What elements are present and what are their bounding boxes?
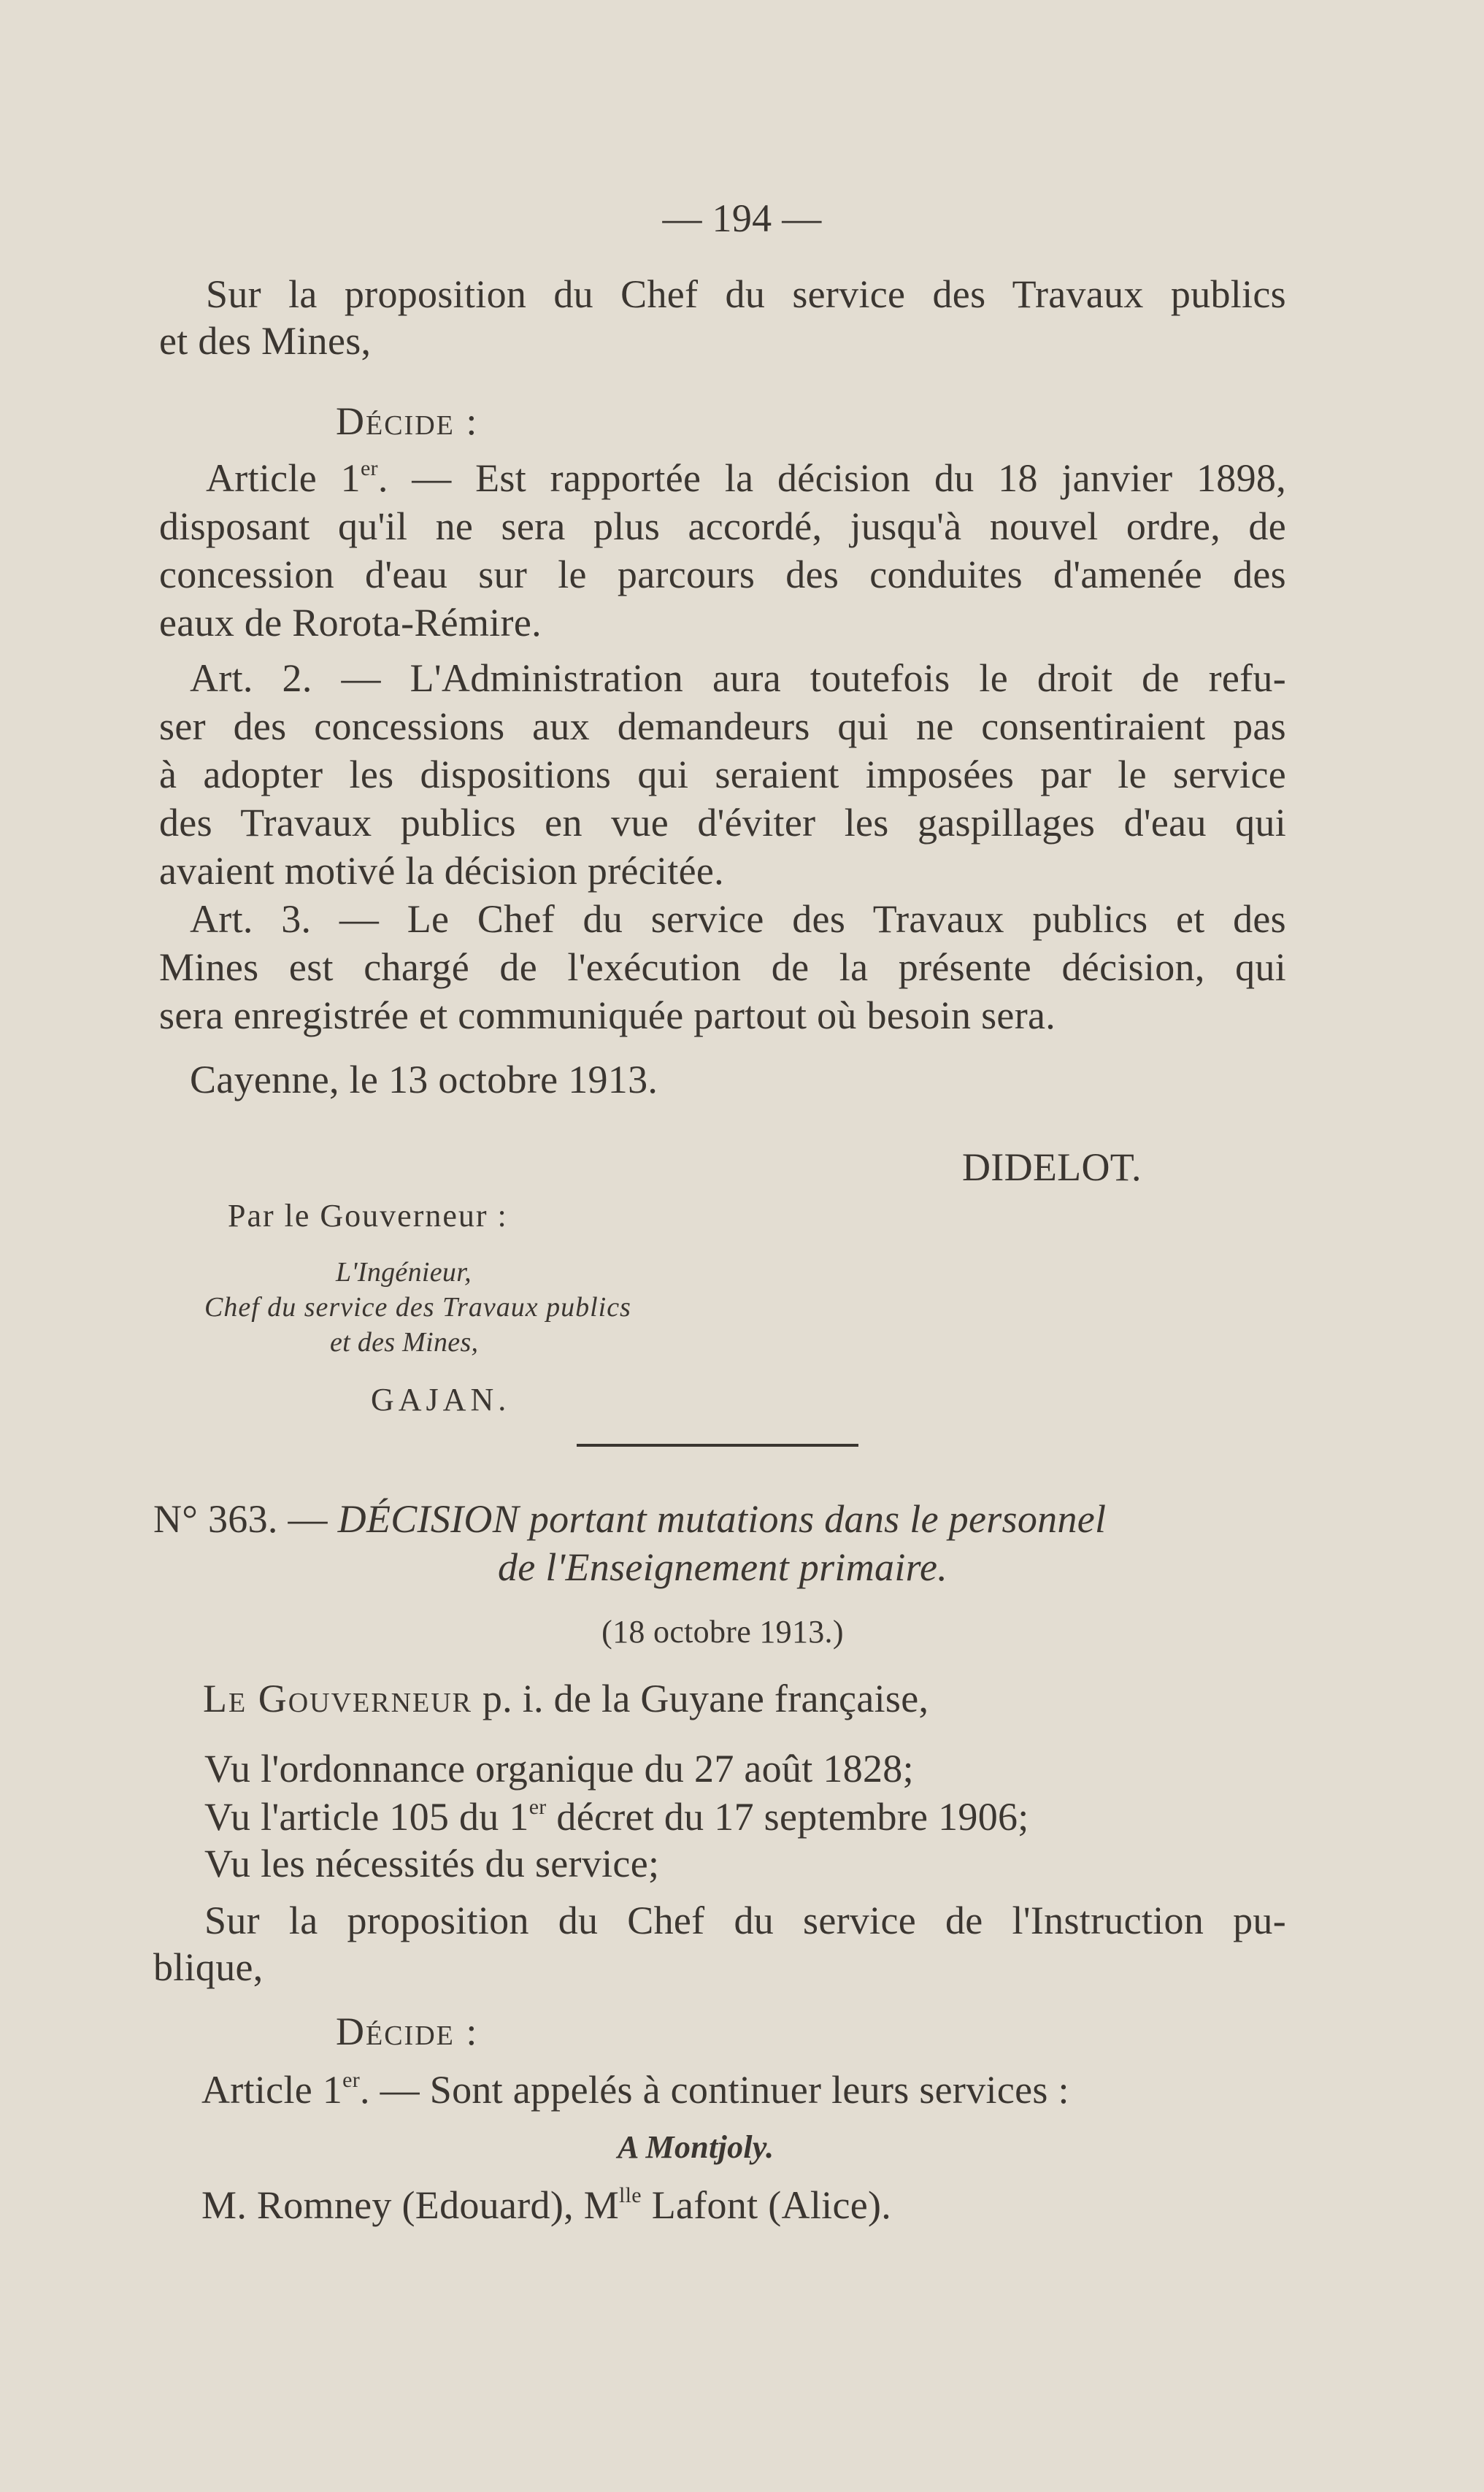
intro-line: Sur la proposition du Chef du service des Travaux publics [206, 272, 1286, 316]
decision-title-line: N° 363. — DÉCISION portant mutations dans le personnel [153, 1497, 1107, 1541]
decision-date: (18 octobre 1913.) [601, 1614, 844, 1650]
article-2-line: ser des concessions aux demandeurs qui ne consentiraient pas [159, 704, 1286, 748]
vu-line: Vu l'article 105 du 1er décret du 17 septembre 1906; [204, 1795, 1029, 1839]
article-2-line: avaient motivé la décision précitée. [159, 849, 724, 893]
date-place: Cayenne, le 13 octobre 1913. [190, 1058, 658, 1101]
page-number: — 194 — [662, 196, 822, 240]
intro-line: et des Mines, [159, 319, 372, 363]
article-1-line: eaux de Rorota-Rémire. [159, 601, 542, 645]
article-1-line: concession d'eau sur le parcours des conduites d'amenée des [159, 553, 1286, 596]
sur-proposition-line: Sur la proposition du Chef du service de l'Instruction pu- [204, 1899, 1286, 1942]
le-gouverneur-line: Le Gouverneur p. i. de la Guyane française, [203, 1677, 929, 1720]
ingenieur-title: L'Ingénieur, [336, 1257, 472, 1288]
signature: DIDELOT. [962, 1145, 1142, 1189]
chef-service-title: Chef du service des Travaux publics [204, 1292, 631, 1323]
decide-heading: Décide : [336, 399, 479, 443]
decision-number: N° 363. [153, 1497, 278, 1541]
vu-line: Vu les nécessités du service; [204, 1842, 660, 1885]
article-1-line: Article 1er. — Sont appelés à continuer leurs services : [201, 2068, 1069, 2112]
names-line: M. Romney (Edouard), $M^{lle}$ Lafont (Alice). [201, 2183, 892, 2227]
article-1-line: disposant qu'il ne sera plus accordé, jusqu'à nouvel ordre, de [159, 504, 1286, 548]
article-3-line: sera enregistrée et communiquée partout où besoin sera. [159, 993, 1056, 1037]
article-3-line: Art. 3. — Le Chef du service des Travaux publics et des [190, 897, 1286, 941]
article-1-line: Article 1er. — Est rapportée la décision du 18 janvier 1898, [206, 456, 1286, 500]
countersign: GAJAN. [371, 1382, 511, 1418]
article-2-line: des Travaux publics en vue d'éviter les gaspillages d'eau qui [159, 801, 1286, 845]
sur-proposition-line: blique, [153, 1945, 264, 1989]
decide-heading: Décide : [336, 2010, 479, 2053]
decision-title: DÉCISION portant mutations dans le personnel [337, 1497, 1107, 1541]
section-divider [577, 1444, 858, 1447]
et-des-mines: et des Mines, [330, 1327, 479, 1358]
article-3-line: Mines est chargé de l'exécution de la présente décision, qui [159, 945, 1286, 989]
vu-line: Vu l'ordonnance organique du 27 août 1828; [204, 1747, 914, 1791]
article-2-line: Art. 2. — L'Administration aura toutefois le droit de refu- [190, 656, 1286, 700]
location: A Montjoly. [618, 2129, 774, 2165]
par-le-gouverneur: Par le Gouverneur : [228, 1198, 508, 1234]
article-2-line: à adopter les dispositions qui seraient imposées par le service [159, 753, 1286, 796]
decision-title-line-2: de l'Enseignement primaire. [497, 1545, 948, 1589]
